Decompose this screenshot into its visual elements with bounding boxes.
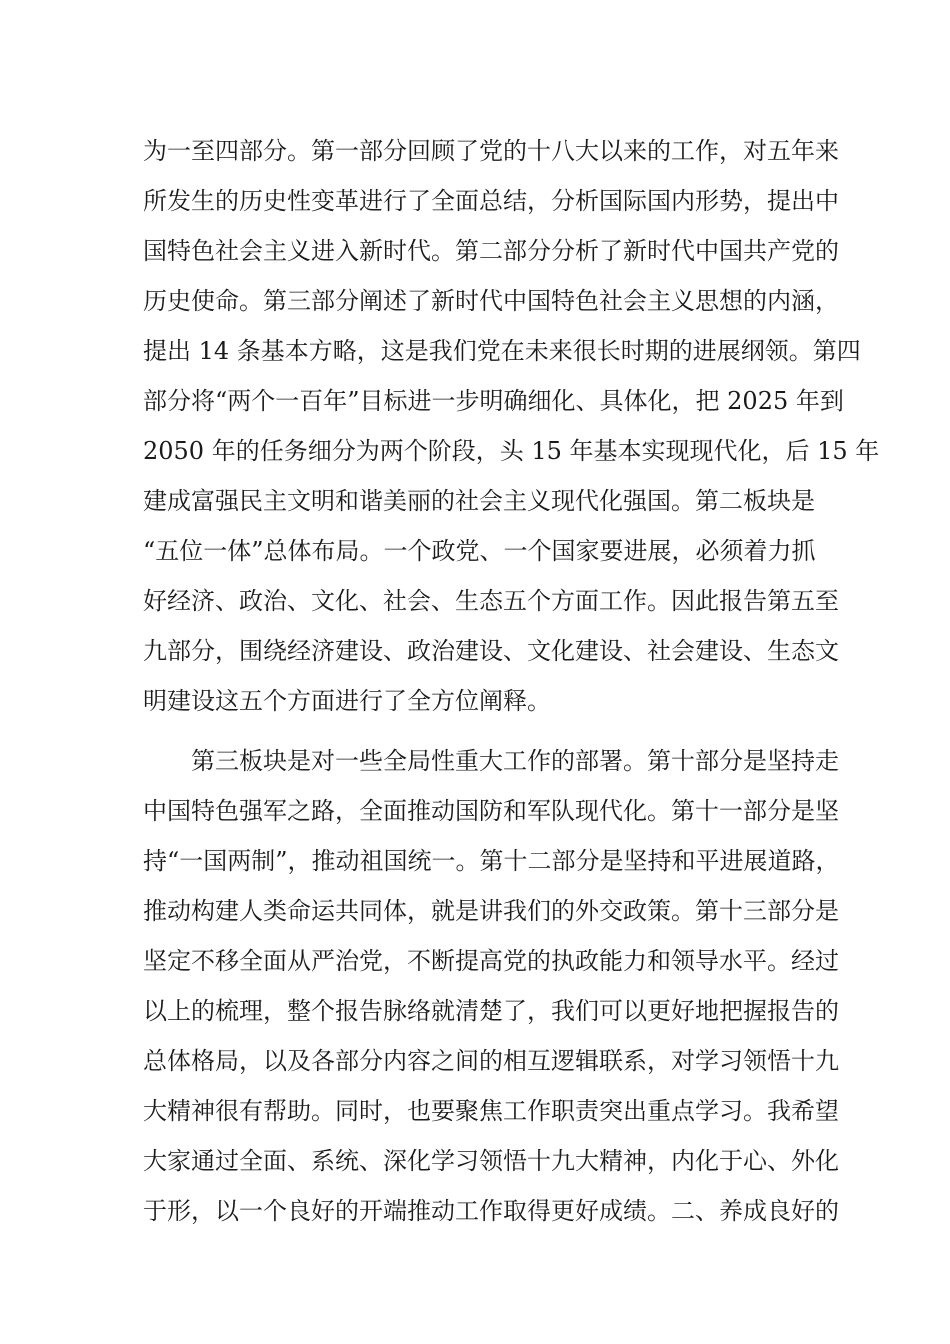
text-line: 九部分，围绕经济建设、政治建设、文化建设、社会建设、生态文 (143, 637, 839, 665)
text-line: 提出 14 条基本方略，这是我们党在未来很长时期的进展纲领。第四 (143, 337, 861, 365)
text-line: 坚定不移全面从严治党，不断提高党的执政能力和领导水平。经过 (143, 947, 839, 975)
text-line: 好经济、政治、文化、社会、生态五个方面工作。因此报告第五至 (143, 587, 839, 615)
text-line: 中国特色强军之路，全面推动国防和军队现代化。第十一部分是坚 (143, 797, 839, 825)
text-line: 推动构建人类命运共同体，就是讲我们的外交政策。第十三部分是 (143, 897, 839, 925)
text-line: 明建设这五个方面进行了全方位阐释。 (143, 687, 551, 715)
text-line: 2050 年的任务细分为两个阶段，头 15 年基本实现现代化，后 15 年 (143, 437, 880, 465)
text-line: 建成富强民主文明和谐美丽的社会主义现代化强国。第二板块是 (143, 487, 815, 515)
text-line: 历史使命。第三部分阐述了新时代中国特色社会主义思想的内涵， (143, 287, 839, 315)
text-line: 以上的梳理，整个报告脉络就清楚了，我们可以更好地把握报告的 (143, 997, 839, 1025)
text-line: 于形，以一个良好的开端推动工作取得更好成绩。二、养成良好的 (143, 1197, 839, 1225)
text-line: 部分将“两个一百年”目标进一步明确细化、具体化，把 2025 年到 (143, 387, 844, 415)
text-line: 所发生的历史性变革进行了全面总结，分析国际国内形势，提出中 (143, 187, 839, 215)
text-line: 大家通过全面、系统、深化学习领悟十九大精神，内化于心、外化 (143, 1147, 839, 1175)
text-line: “五位一体”总体布局。一个政党、一个国家要进展，必须着力抓 (143, 537, 816, 565)
text-line: 总体格局，以及各部分内容之间的相互逻辑联系，对学习领悟十九 (143, 1047, 839, 1075)
text-line: 持“一国两制”，推动祖国统一。第十二部分是坚持和平进展道路， (143, 847, 840, 875)
text-line: 国特色社会主义进入新时代。第二部分分析了新时代中国共产党的 (143, 237, 839, 265)
text-line: 为一至四部分。第一部分回顾了党的十八大以来的工作，对五年来 (143, 137, 839, 165)
text-line: 大精神很有帮助。同时，也要聚焦工作职责突出重点学习。我希望 (143, 1097, 839, 1125)
paragraph-start-line: 第三板块是对一些全局性重大工作的部署。第十部分是坚持走 (191, 747, 839, 775)
